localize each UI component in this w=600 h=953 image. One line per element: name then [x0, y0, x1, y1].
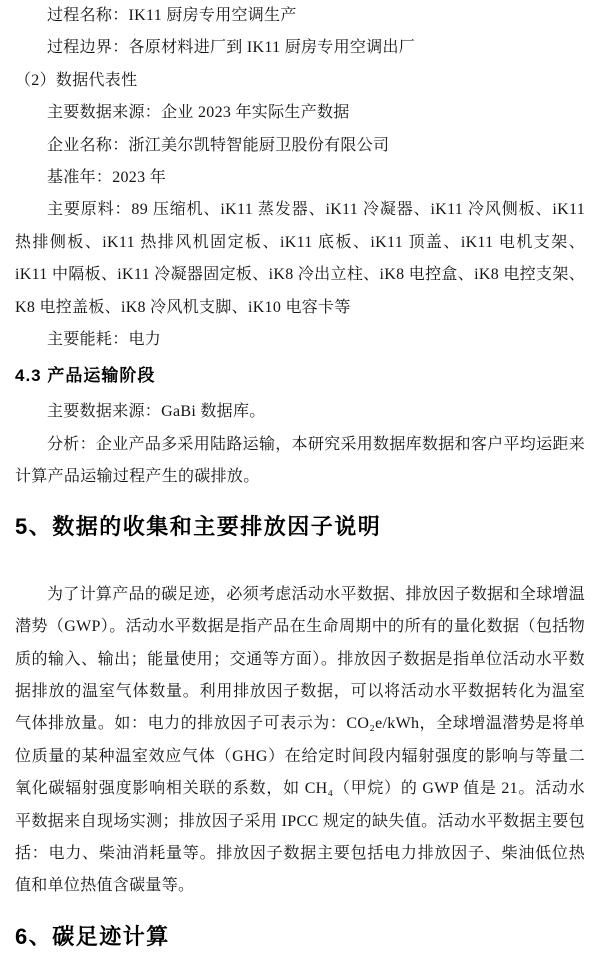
main-energy-line: 主要能耗：电力 [47, 331, 162, 349]
process-name-line: 过程名称：IK11 厨房专用空调生产 [47, 7, 297, 24]
data-representativeness-heading: （2）数据代表性 [15, 71, 138, 89]
company-name-line: 企业名称：浙江美尔凯特智能厨卫股份有限公司 [47, 136, 390, 154]
transport-data-source-line: 主要数据来源：GaBi 数据库。 [47, 403, 266, 421]
data-source-line: 主要数据来源：企业 2023 年实际生产数据 [47, 104, 350, 122]
section-6-heading: 6、碳足迹计算 [15, 923, 170, 949]
base-year-line: 基准年：2023 年 [47, 169, 167, 187]
section-5-paragraph: 为了计算产品的碳足迹，必须考虑活动水平数据、排放因子数据和全球增温潜势（GWP）。活动水平数据是指产品在生命周期中的所有的量化数据（包括物质的输入、输出；能量使用；交通等方面）。排放因子数据是指单位活动水平数据排放的温室气体数量。利用排放因子数据，可以将活动水平数据转化为温室气体排放量。如：电力的排放因子可表示为：CO₂e/kWh，全球增温潜势是将单位质量的某种温室效应气体（GHG）在给定时间段内辐射强度的影响与等量二氧化碳辐射强度影响相关联的系数，如 CH₄（甲烷）的 GWP 值是 21。活动水平数据来自现场实测；排放因子采用 IPCC 规定的缺失值。活动水平数据主要包括：电力、柴油消耗量等。排放因子数据主要包括电力排放因子、柴油低位热值和单位热值含碳量等。 [15, 585, 585, 895]
process-boundary-line: 过程边界：各原材料进厂到 IK11 厨房专用空调出厂 [47, 39, 416, 57]
main-materials-paragraph: 主要原料：89 压缩机、iK11 蒸发器、iK11 冷凝器、iK11 冷风侧板、iK11 热排侧板、iK11 热排风机固定板、iK11 底板、iK11 顶盖、iK11 电机支架、iK11 中隔板、iK11 冷凝器固定板、iK8 冷出立柱、iK8 电控盒、iK8 电控支架、K8 电控盖板、iK8 冷风机支脚、iK10 电容卡等 [15, 201, 585, 316]
section-5-heading: 5、数据的收集和主要排放因子说明 [15, 513, 382, 539]
section-4-3-heading: 4.3 产品运输阶段 [15, 366, 156, 386]
transport-analysis-paragraph: 分析：企业产品多采用陆路运输，本研究采用数据库数据和客户平均运距来计算产品运输过程产生的碳排放。 [15, 435, 585, 486]
